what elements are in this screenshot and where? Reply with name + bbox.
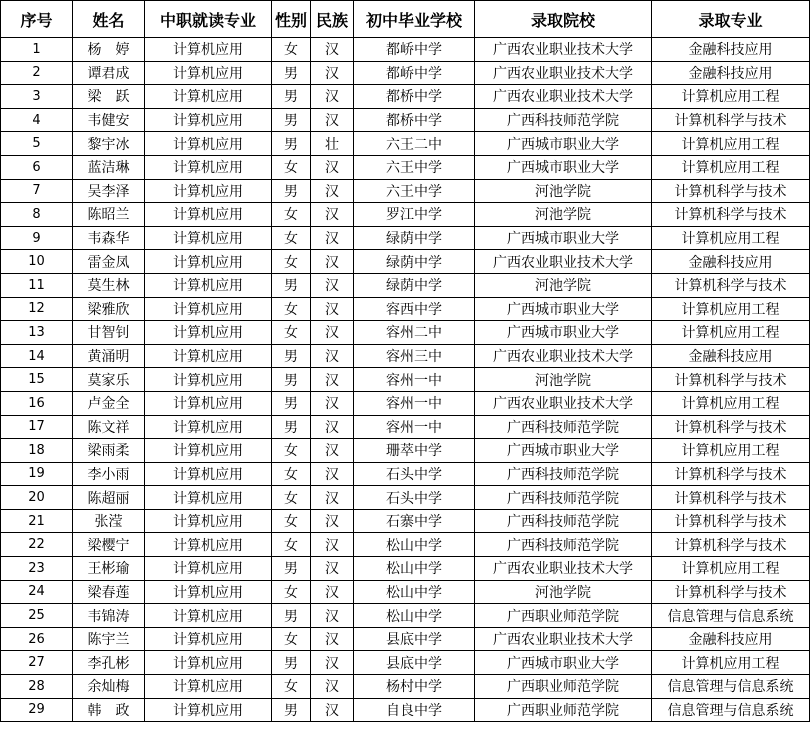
cell-gender: 男 <box>272 604 311 628</box>
cell-admitted-college: 广西农业职业技术大学 <box>475 391 652 415</box>
cell-ethnicity: 汉 <box>311 155 354 179</box>
table-row <box>1 486 810 510</box>
cell-admitted-college: 广西农业职业技术大学 <box>475 344 652 368</box>
cell-gender: 男 <box>272 85 311 109</box>
cell-junior-school: 都桥中学 <box>354 108 475 132</box>
cell-name: 李孔彬 <box>73 651 145 675</box>
cell-admitted-major: 信息管理与信息系统 <box>652 675 810 699</box>
cell-junior-school: 石寨中学 <box>354 509 475 533</box>
cell-name: 陈超丽 <box>73 486 145 510</box>
cell-admitted-major: 计算机应用工程 <box>652 85 810 109</box>
table-row <box>1 533 810 557</box>
cell-junior-school: 松山中学 <box>354 557 475 581</box>
table-row <box>1 391 810 415</box>
cell-vocational-major: 计算机应用 <box>145 557 272 581</box>
cell-ethnicity: 汉 <box>311 557 354 581</box>
cell-admitted-major: 计算机科学与技术 <box>652 415 810 439</box>
cell-serial: 16 <box>1 391 73 415</box>
cell-ethnicity: 汉 <box>311 509 354 533</box>
cell-gender: 女 <box>272 250 311 274</box>
table-row <box>1 203 810 227</box>
cell-vocational-major: 计算机应用 <box>145 226 272 250</box>
cell-serial: 8 <box>1 203 73 227</box>
cell-serial: 20 <box>1 486 73 510</box>
cell-admitted-college: 广西农业职业技术大学 <box>475 557 652 581</box>
cell-name: 卢金全 <box>73 391 145 415</box>
cell-vocational-major: 计算机应用 <box>145 38 272 62</box>
cell-junior-school: 自良中学 <box>354 698 475 722</box>
cell-junior-school: 容州一中 <box>354 391 475 415</box>
cell-admitted-college: 广西科技师范学院 <box>475 108 652 132</box>
cell-serial: 27 <box>1 651 73 675</box>
cell-ethnicity: 汉 <box>311 580 354 604</box>
cell-vocational-major: 计算机应用 <box>145 675 272 699</box>
cell-serial: 18 <box>1 439 73 463</box>
cell-serial: 29 <box>1 698 73 722</box>
cell-admitted-college: 河池学院 <box>475 580 652 604</box>
cell-junior-school: 都峤中学 <box>354 38 475 62</box>
table-row <box>1 226 810 250</box>
cell-admitted-college: 广西城市职业大学 <box>475 651 652 675</box>
cell-gender: 女 <box>272 580 311 604</box>
cell-ethnicity: 汉 <box>311 486 354 510</box>
table-row <box>1 132 810 156</box>
cell-admitted-major: 计算机科学与技术 <box>652 486 810 510</box>
cell-vocational-major: 计算机应用 <box>145 486 272 510</box>
table-row <box>1 415 810 439</box>
cell-gender: 女 <box>272 203 311 227</box>
cell-serial: 6 <box>1 155 73 179</box>
cell-admitted-college: 广西职业师范学院 <box>475 698 652 722</box>
cell-name: 陈文祥 <box>73 415 145 439</box>
cell-admitted-major: 金融科技应用 <box>652 344 810 368</box>
cell-admitted-college: 广西农业职业技术大学 <box>475 627 652 651</box>
cell-serial: 19 <box>1 462 73 486</box>
cell-vocational-major: 计算机应用 <box>145 321 272 345</box>
cell-junior-school: 绿荫中学 <box>354 273 475 297</box>
cell-name: 黎宇冰 <box>73 132 145 156</box>
cell-serial: 11 <box>1 273 73 297</box>
cell-junior-school: 都峤中学 <box>354 61 475 85</box>
table-row <box>1 108 810 132</box>
header-admitted-major: 录取专业 <box>652 1 810 38</box>
cell-serial: 13 <box>1 321 73 345</box>
table-row <box>1 344 810 368</box>
cell-name: 陈宇兰 <box>73 627 145 651</box>
cell-ethnicity: 汉 <box>311 604 354 628</box>
cell-admitted-college: 广西城市职业大学 <box>475 226 652 250</box>
cell-junior-school: 县底中学 <box>354 651 475 675</box>
cell-junior-school: 松山中学 <box>354 604 475 628</box>
cell-ethnicity: 汉 <box>311 344 354 368</box>
cell-vocational-major: 计算机应用 <box>145 698 272 722</box>
cell-admitted-college: 广西城市职业大学 <box>475 132 652 156</box>
cell-ethnicity: 汉 <box>311 627 354 651</box>
cell-junior-school: 珊萃中学 <box>354 439 475 463</box>
cell-admitted-major: 信息管理与信息系统 <box>652 698 810 722</box>
cell-junior-school: 都桥中学 <box>354 85 475 109</box>
cell-name: 梁樱宁 <box>73 533 145 557</box>
cell-name: 张滢 <box>73 509 145 533</box>
cell-serial: 25 <box>1 604 73 628</box>
table-row <box>1 439 810 463</box>
cell-admitted-major: 计算机科学与技术 <box>652 509 810 533</box>
cell-admitted-college: 广西农业职业技术大学 <box>475 85 652 109</box>
cell-ethnicity: 汉 <box>311 533 354 557</box>
cell-admitted-major: 计算机应用工程 <box>652 297 810 321</box>
cell-admitted-major: 金融科技应用 <box>652 627 810 651</box>
cell-serial: 28 <box>1 675 73 699</box>
cell-gender: 男 <box>272 391 311 415</box>
cell-gender: 男 <box>272 557 311 581</box>
cell-gender: 男 <box>272 132 311 156</box>
cell-ethnicity: 汉 <box>311 368 354 392</box>
cell-gender: 女 <box>272 439 311 463</box>
table-row <box>1 604 810 628</box>
cell-junior-school: 松山中学 <box>354 580 475 604</box>
cell-name: 梁 跃 <box>73 85 145 109</box>
cell-admitted-major: 计算机应用工程 <box>652 651 810 675</box>
table-row <box>1 61 810 85</box>
cell-admitted-major: 信息管理与信息系统 <box>652 604 810 628</box>
cell-admitted-college: 广西城市职业大学 <box>475 439 652 463</box>
cell-gender: 女 <box>272 155 311 179</box>
cell-gender: 女 <box>272 297 311 321</box>
cell-gender: 男 <box>272 368 311 392</box>
table-row <box>1 627 810 651</box>
cell-admitted-major: 计算机科学与技术 <box>652 179 810 203</box>
cell-gender: 男 <box>272 108 311 132</box>
table-row <box>1 321 810 345</box>
cell-admitted-college: 广西农业职业技术大学 <box>475 61 652 85</box>
cell-vocational-major: 计算机应用 <box>145 439 272 463</box>
cell-name: 梁春莲 <box>73 580 145 604</box>
cell-serial: 23 <box>1 557 73 581</box>
cell-serial: 26 <box>1 627 73 651</box>
cell-name: 陈昭兰 <box>73 203 145 227</box>
header-junior-school: 初中毕业学校 <box>354 1 475 38</box>
cell-name: 莫生林 <box>73 273 145 297</box>
cell-admitted-college: 广西农业职业技术大学 <box>475 38 652 62</box>
cell-junior-school: 六王中学 <box>354 155 475 179</box>
cell-vocational-major: 计算机应用 <box>145 651 272 675</box>
cell-name: 韦锦涛 <box>73 604 145 628</box>
cell-vocational-major: 计算机应用 <box>145 297 272 321</box>
table-body <box>1 38 810 722</box>
cell-serial: 3 <box>1 85 73 109</box>
cell-name: 韩 政 <box>73 698 145 722</box>
cell-ethnicity: 汉 <box>311 462 354 486</box>
cell-ethnicity: 汉 <box>311 61 354 85</box>
cell-admitted-major: 计算机科学与技术 <box>652 203 810 227</box>
cell-junior-school: 容州二中 <box>354 321 475 345</box>
cell-name: 雷金凤 <box>73 250 145 274</box>
cell-name: 杨 婷 <box>73 38 145 62</box>
cell-admitted-major: 计算机应用工程 <box>652 557 810 581</box>
cell-junior-school: 容州三中 <box>354 344 475 368</box>
cell-name: 吴李泽 <box>73 179 145 203</box>
header-vocational-major: 中职就读专业 <box>145 1 272 38</box>
cell-name: 谭君成 <box>73 61 145 85</box>
cell-vocational-major: 计算机应用 <box>145 462 272 486</box>
cell-gender: 女 <box>272 627 311 651</box>
cell-admitted-college: 广西城市职业大学 <box>475 321 652 345</box>
cell-admitted-college: 广西科技师范学院 <box>475 533 652 557</box>
cell-admitted-college: 河池学院 <box>475 368 652 392</box>
cell-ethnicity: 汉 <box>311 321 354 345</box>
cell-gender: 男 <box>272 273 311 297</box>
header-row <box>1 1 810 38</box>
cell-admitted-major: 计算机应用工程 <box>652 155 810 179</box>
cell-ethnicity: 汉 <box>311 203 354 227</box>
cell-junior-school: 松山中学 <box>354 533 475 557</box>
cell-junior-school: 容西中学 <box>354 297 475 321</box>
cell-gender: 女 <box>272 675 311 699</box>
cell-ethnicity: 汉 <box>311 415 354 439</box>
cell-junior-school: 石头中学 <box>354 462 475 486</box>
cell-gender: 男 <box>272 698 311 722</box>
cell-admitted-major: 金融科技应用 <box>652 61 810 85</box>
cell-serial: 17 <box>1 415 73 439</box>
cell-admitted-college: 河池学院 <box>475 203 652 227</box>
table-row <box>1 580 810 604</box>
cell-ethnicity: 汉 <box>311 675 354 699</box>
cell-ethnicity: 汉 <box>311 38 354 62</box>
cell-vocational-major: 计算机应用 <box>145 61 272 85</box>
header-serial: 序号 <box>1 1 73 38</box>
cell-admitted-major: 计算机科学与技术 <box>652 273 810 297</box>
cell-ethnicity: 汉 <box>311 179 354 203</box>
header-gender: 性别 <box>272 1 311 38</box>
cell-vocational-major: 计算机应用 <box>145 509 272 533</box>
cell-gender: 男 <box>272 415 311 439</box>
cell-serial: 5 <box>1 132 73 156</box>
cell-admitted-major: 计算机科学与技术 <box>652 368 810 392</box>
cell-vocational-major: 计算机应用 <box>145 85 272 109</box>
table-row <box>1 651 810 675</box>
table-row <box>1 675 810 699</box>
cell-vocational-major: 计算机应用 <box>145 203 272 227</box>
cell-vocational-major: 计算机应用 <box>145 344 272 368</box>
table-row <box>1 179 810 203</box>
cell-ethnicity: 汉 <box>311 297 354 321</box>
cell-ethnicity: 汉 <box>311 85 354 109</box>
cell-serial: 9 <box>1 226 73 250</box>
cell-serial: 1 <box>1 38 73 62</box>
cell-name: 王彬瑜 <box>73 557 145 581</box>
cell-admitted-major: 计算机应用工程 <box>652 226 810 250</box>
cell-admitted-major: 计算机应用工程 <box>652 132 810 156</box>
cell-name: 韦健安 <box>73 108 145 132</box>
cell-gender: 男 <box>272 344 311 368</box>
cell-admitted-major: 计算机科学与技术 <box>652 580 810 604</box>
cell-serial: 22 <box>1 533 73 557</box>
cell-name: 甘智钊 <box>73 321 145 345</box>
cell-admitted-major: 计算机科学与技术 <box>652 533 810 557</box>
cell-junior-school: 杨村中学 <box>354 675 475 699</box>
cell-gender: 女 <box>272 462 311 486</box>
cell-ethnicity: 汉 <box>311 250 354 274</box>
cell-junior-school: 石头中学 <box>354 486 475 510</box>
cell-serial: 21 <box>1 509 73 533</box>
cell-ethnicity: 汉 <box>311 698 354 722</box>
cell-junior-school: 容州一中 <box>354 368 475 392</box>
cell-admitted-college: 河池学院 <box>475 273 652 297</box>
cell-serial: 10 <box>1 250 73 274</box>
cell-admitted-college: 广西职业师范学院 <box>475 604 652 628</box>
cell-serial: 2 <box>1 61 73 85</box>
table-row <box>1 509 810 533</box>
cell-gender: 女 <box>272 533 311 557</box>
cell-ethnicity: 汉 <box>311 273 354 297</box>
cell-serial: 7 <box>1 179 73 203</box>
cell-admitted-college: 河池学院 <box>475 179 652 203</box>
cell-name: 梁雨柔 <box>73 439 145 463</box>
cell-ethnicity: 汉 <box>311 226 354 250</box>
cell-admitted-college: 广西城市职业大学 <box>475 297 652 321</box>
cell-admitted-major: 金融科技应用 <box>652 250 810 274</box>
table-row <box>1 297 810 321</box>
cell-admitted-major: 计算机科学与技术 <box>652 462 810 486</box>
cell-gender: 女 <box>272 321 311 345</box>
cell-vocational-major: 计算机应用 <box>145 132 272 156</box>
cell-junior-school: 县底中学 <box>354 627 475 651</box>
cell-junior-school: 绿荫中学 <box>354 226 475 250</box>
cell-ethnicity: 汉 <box>311 391 354 415</box>
cell-serial: 14 <box>1 344 73 368</box>
cell-admitted-college: 广西农业职业技术大学 <box>475 250 652 274</box>
cell-vocational-major: 计算机应用 <box>145 415 272 439</box>
cell-junior-school: 六王二中 <box>354 132 475 156</box>
cell-junior-school: 绿荫中学 <box>354 250 475 274</box>
cell-admitted-major: 计算机应用工程 <box>652 321 810 345</box>
table-row <box>1 462 810 486</box>
table-row <box>1 85 810 109</box>
cell-gender: 女 <box>272 486 311 510</box>
table-row <box>1 155 810 179</box>
cell-vocational-major: 计算机应用 <box>145 155 272 179</box>
cell-gender: 男 <box>272 179 311 203</box>
cell-junior-school: 六王中学 <box>354 179 475 203</box>
cell-ethnicity: 壮 <box>311 132 354 156</box>
table-row <box>1 368 810 392</box>
cell-vocational-major: 计算机应用 <box>145 368 272 392</box>
cell-ethnicity: 汉 <box>311 651 354 675</box>
cell-name: 李小雨 <box>73 462 145 486</box>
cell-junior-school: 容州一中 <box>354 415 475 439</box>
cell-vocational-major: 计算机应用 <box>145 604 272 628</box>
cell-name: 蓝洁琳 <box>73 155 145 179</box>
cell-admitted-major: 计算机应用工程 <box>652 391 810 415</box>
cell-admitted-college: 广西科技师范学院 <box>475 462 652 486</box>
header-admitted-college: 录取院校 <box>475 1 652 38</box>
cell-gender: 女 <box>272 226 311 250</box>
cell-name: 韦森华 <box>73 226 145 250</box>
cell-gender: 女 <box>272 38 311 62</box>
cell-name: 黄涌明 <box>73 344 145 368</box>
cell-admitted-college: 广西职业师范学院 <box>475 675 652 699</box>
cell-admitted-major: 计算机科学与技术 <box>652 108 810 132</box>
cell-admitted-major: 计算机应用工程 <box>652 439 810 463</box>
cell-serial: 4 <box>1 108 73 132</box>
table-row <box>1 250 810 274</box>
cell-admitted-college: 广西城市职业大学 <box>475 155 652 179</box>
cell-name: 莫家乐 <box>73 368 145 392</box>
cell-gender: 男 <box>272 61 311 85</box>
cell-serial: 15 <box>1 368 73 392</box>
cell-ethnicity: 汉 <box>311 439 354 463</box>
cell-serial: 12 <box>1 297 73 321</box>
cell-vocational-major: 计算机应用 <box>145 273 272 297</box>
cell-ethnicity: 汉 <box>311 108 354 132</box>
cell-junior-school: 罗江中学 <box>354 203 475 227</box>
cell-admitted-major: 金融科技应用 <box>652 38 810 62</box>
cell-vocational-major: 计算机应用 <box>145 391 272 415</box>
cell-vocational-major: 计算机应用 <box>145 179 272 203</box>
cell-name: 余灿梅 <box>73 675 145 699</box>
cell-vocational-major: 计算机应用 <box>145 250 272 274</box>
cell-name: 梁雅欣 <box>73 297 145 321</box>
table-row <box>1 698 810 722</box>
cell-vocational-major: 计算机应用 <box>145 108 272 132</box>
cell-admitted-college: 广西科技师范学院 <box>475 509 652 533</box>
cell-admitted-college: 广西科技师范学院 <box>475 415 652 439</box>
header-ethnicity: 民族 <box>311 1 354 38</box>
cell-gender: 男 <box>272 651 311 675</box>
table-header <box>1 1 810 38</box>
cell-vocational-major: 计算机应用 <box>145 580 272 604</box>
cell-vocational-major: 计算机应用 <box>145 627 272 651</box>
table-row <box>1 273 810 297</box>
cell-vocational-major: 计算机应用 <box>145 533 272 557</box>
header-name: 姓名 <box>73 1 145 38</box>
cell-gender: 女 <box>272 509 311 533</box>
cell-serial: 24 <box>1 580 73 604</box>
cell-admitted-college: 广西科技师范学院 <box>475 486 652 510</box>
table-row <box>1 557 810 581</box>
table-row <box>1 38 810 62</box>
